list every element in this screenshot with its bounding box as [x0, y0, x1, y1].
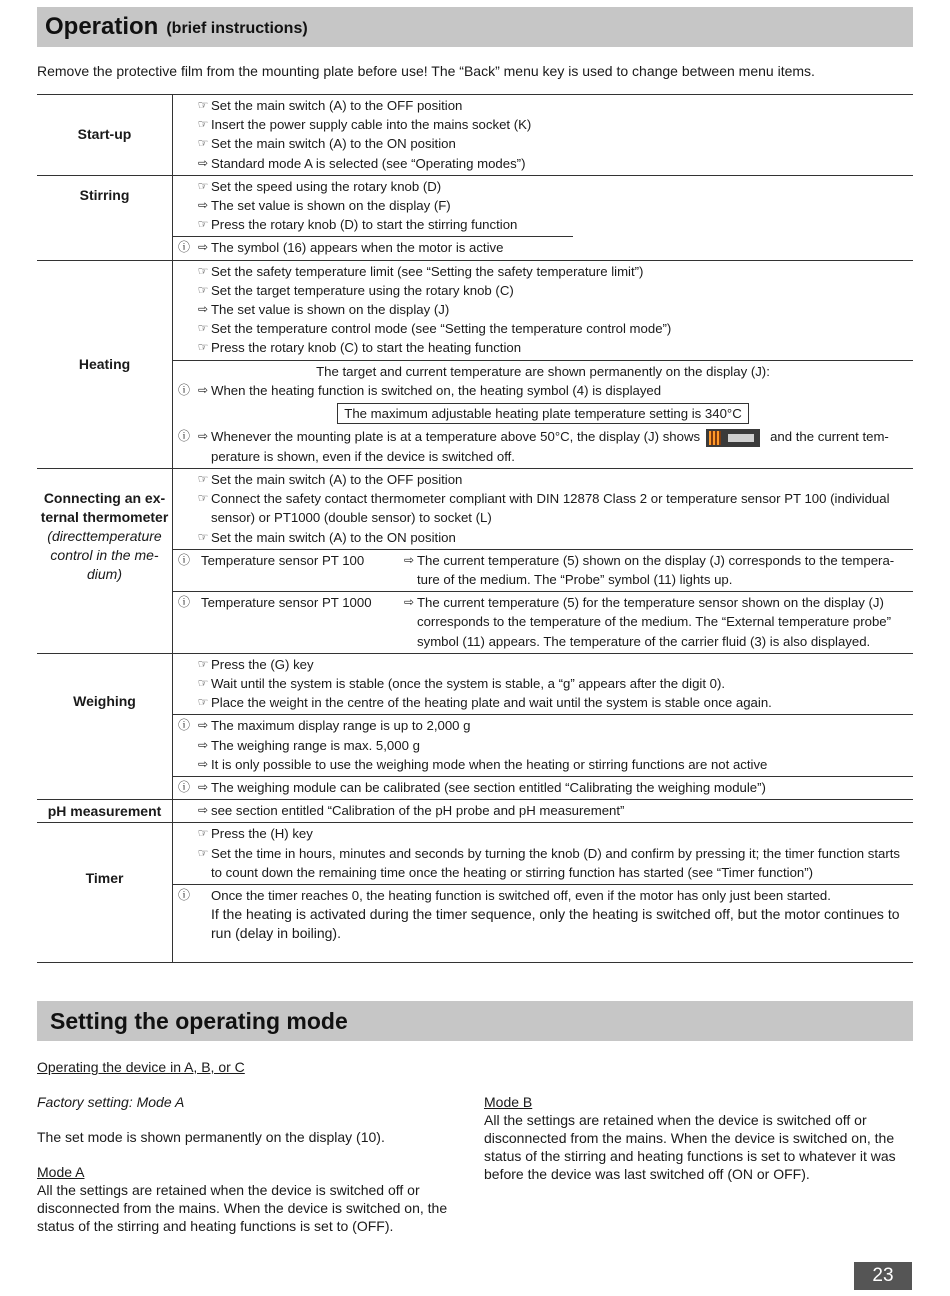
- arrow-right-icon: ⇨: [197, 198, 209, 213]
- list-item: ⇨ The set value is shown on the display (J): [173, 300, 913, 319]
- list-item: ☞ Connect the safety contact thermometer compliant with DIN 12878 Class 2 or temperature sensor PT 100 (individual sensor) or PT1000 (double sensor) to socket (L): [173, 489, 913, 527]
- hand-pointer-icon: ☞: [197, 217, 209, 232]
- list-item: ⇨ Standard mode A is selected (see “Operating modes”): [173, 154, 913, 173]
- intro-text: Remove the protective film from the mounting plate before use! The “Back” menu key is used to change between menu items.: [37, 63, 815, 79]
- mode-b-title: Mode B: [484, 1094, 533, 1110]
- sensor-row: ⓘ Temperature sensor PT 100 ⇨ The current temperature (5) shown on the display (J) corresponds to the tempera- ture of the medium. The “Probe” symbol (11) lights up.: [173, 551, 913, 589]
- max-temp-box: The maximum adjustable heating plate temperature setting is 340°C: [337, 403, 748, 424]
- hand-pointer-icon: ☞: [197, 136, 209, 151]
- arrow-right-icon: ⇨: [197, 737, 209, 752]
- list-item: ⇨ The weighing range is max. 5,000 g: [173, 736, 913, 755]
- section-timer: [37, 823, 913, 963]
- arrow-right-icon: ⇨: [197, 302, 209, 317]
- list-item: ⇨ The set value is shown on the display (F): [173, 196, 573, 215]
- label-heating: Heating: [37, 260, 173, 468]
- mode-left-column: [37, 1058, 457, 1235]
- info-icon: ⓘ: [177, 888, 190, 903]
- list-item: ⓘ ⇨ Whenever the mounting plate is at a temperature above 50°C, the display (J) shows and the current tem- perature is shown, even if the device is switched off.: [173, 427, 913, 466]
- list-item: ☞ Set the temperature control mode (see “Setting the temperature control mode”): [173, 319, 913, 338]
- mode-sub-heading: Operating the device in A, B, or C: [37, 1059, 245, 1075]
- list-item: ☞ Wait until the system is stable (once the system is stable, a “g” appears after the digit 0).: [173, 674, 913, 693]
- info-icon: ⓘ: [177, 595, 190, 610]
- list-item: ☞ Press the (G) key: [173, 655, 913, 674]
- list-item: ⓘ ⇨ The maximum display range is up to 2,000 g: [173, 716, 913, 735]
- label-timer: Timer: [37, 823, 173, 963]
- hand-pointer-icon: ☞: [197, 98, 209, 112]
- factory-setting: Factory setting: Mode A: [37, 1094, 185, 1110]
- set-mode-text: The set mode is shown permanently on the display (10).: [37, 1129, 385, 1145]
- list-item: ☞ Place the weight in the centre of the heating plate and wait until the system is stable once again.: [173, 693, 913, 712]
- arrow-right-icon: ⇨: [197, 155, 209, 170]
- arrow-right-icon: ⇨: [197, 382, 209, 397]
- arrow-right-icon: ⇨: [197, 803, 209, 818]
- operation-header-banner: [37, 7, 913, 47]
- label-weighing: Weighing: [37, 653, 173, 799]
- list-item: ☞ Set the speed using the rotary knob (D): [173, 177, 573, 196]
- list-item: ☞ Set the main switch (A) to the OFF position: [173, 470, 913, 489]
- list-item: ☞ Press the rotary knob (D) to start the stirring function: [173, 215, 573, 234]
- hand-pointer-icon: ☞: [197, 529, 209, 544]
- hand-pointer-icon: ☞: [197, 845, 209, 860]
- hand-pointer-icon: ☞: [197, 178, 209, 193]
- section-title: Setting the operating mode: [50, 1007, 348, 1034]
- arrow-right-icon: ⇨: [197, 780, 209, 795]
- list-item: ⓘ ⇨ The symbol (16) appears when the motor is active: [173, 238, 573, 257]
- info-icon: ⓘ: [177, 718, 190, 733]
- heating-display-note: The target and current temperature are shown permanently on the display (J):: [316, 363, 770, 379]
- mode-right-column: [484, 1093, 910, 1183]
- arrow-right-icon: ⇨: [197, 429, 209, 444]
- list-item: ☞ Set the safety temperature limit (see “Setting the safety temperature limit”): [173, 262, 913, 281]
- sensor-row: ⓘ Temperature sensor PT 1000 ⇨ The current temperature (5) for the temperature sensor shown on the display (J) corresponds to the temperature of the medium. The “External temperature probe” symbol (11) appears. The temperature of the carrier fluid (3) is also displayed.: [173, 593, 913, 651]
- mode-b-text: All the settings are retained when the device is switched off or disconnected from the mains. When the device is switched on, the status of the stirring and heating functions is set to whatever it was before the device was last switched off (ON or OFF).: [484, 1112, 896, 1182]
- info-icon: ⓘ: [177, 382, 190, 397]
- hand-pointer-icon: ☞: [197, 117, 209, 132]
- list-item: ☞ Set the main switch (A) to the OFF position: [173, 96, 913, 115]
- list-item: ☞ Set the time in hours, minutes and seconds by turning the knob (D) and confirm by pressing it; the timer function starts to count down the remaining time once the heating or stirring function has started (see “Timer function”): [173, 844, 913, 882]
- hand-pointer-icon: ☞: [197, 676, 209, 690]
- hand-pointer-icon: ☞: [197, 471, 209, 486]
- list-item: If the heating is activated during the timer sequence, only the heating is switched off, but the motor continues to run (delay in boiling).: [211, 906, 900, 942]
- list-item: ☞ Insert the power supply cable into the mains socket (K): [173, 115, 913, 134]
- arrow-right-icon: ⇨: [197, 240, 209, 255]
- hand-pointer-icon: ☞: [197, 282, 209, 297]
- info-icon: ⓘ: [177, 780, 190, 795]
- list-item: ☞ Press the (H) key: [173, 824, 913, 843]
- arrow-right-icon: ⇨: [403, 595, 415, 610]
- section-stirring: [37, 175, 913, 260]
- list-item: ⓘ ⇨ When the heating function is switched on, the heating symbol (4) is displayed: [173, 381, 913, 400]
- operating-mode-banner: [37, 1001, 913, 1041]
- arrow-right-icon: ⇨: [197, 718, 209, 733]
- list-item: ⓘ ⇨ The weighing module can be calibrated (see section entitled “Calibrating the weighing module”): [173, 778, 913, 797]
- label-stirring: Stirring: [37, 175, 173, 260]
- info-icon: ⓘ: [177, 429, 190, 444]
- list-item: ⓘ Once the timer reaches 0, the heating function is switched off, even if the motor has only just been started.: [173, 886, 913, 905]
- section-ph-measurement: [37, 800, 913, 823]
- arrow-right-icon: ⇨: [403, 552, 415, 567]
- section-startup: [37, 95, 913, 176]
- list-item: ☞ Set the target temperature using the rotary knob (C): [173, 281, 913, 300]
- hand-pointer-icon: ☞: [197, 695, 209, 710]
- list-item: ☞ Set the main switch (A) to the ON position: [173, 528, 913, 547]
- list-item: ⇨ It is only possible to use the weighing mode when the heating or stirring functions are not active: [173, 755, 913, 774]
- list-item: ⇨ see section entitled “Calibration of the pH probe and pH measurement”: [173, 801, 913, 820]
- list-item: ☞ Set the main switch (A) to the ON position: [173, 134, 913, 153]
- operation-table: [37, 94, 913, 963]
- arrow-right-icon: ⇨: [197, 756, 209, 771]
- hand-pointer-icon: ☞: [197, 340, 209, 355]
- hand-pointer-icon: ☞: [197, 321, 209, 336]
- section-external-thermometer: [37, 468, 913, 653]
- hand-pointer-icon: ☞: [197, 656, 209, 671]
- mode-a-text: All the settings are retained when the device is switched off or disconnected from the mains. When the device is switched on, the status of the stirring and heating functions is set to (OFF).: [37, 1182, 448, 1234]
- page-subtitle: (brief instructions): [166, 20, 308, 37]
- info-icon: ⓘ: [177, 552, 190, 567]
- section-heating: [37, 260, 913, 468]
- hand-pointer-icon: ☞: [197, 491, 209, 506]
- list-item: ☞ Press the rotary knob (C) to start the heating function: [173, 338, 913, 357]
- hot-plate-display-image: [706, 429, 760, 447]
- mode-a-title: Mode A: [37, 1164, 85, 1180]
- label-ph-measurement: pH measurement: [37, 800, 173, 823]
- info-icon: ⓘ: [177, 240, 190, 255]
- page-number: 23: [854, 1262, 912, 1290]
- hand-pointer-icon: ☞: [197, 263, 209, 278]
- section-weighing: [37, 653, 913, 799]
- label-startup: Start-up: [37, 95, 173, 176]
- hand-pointer-icon: ☞: [197, 826, 209, 841]
- label-external-thermometer: Connecting an ex- ternal thermometer (directtemperature control in the me- dium): [37, 468, 173, 653]
- page-title: Operation: [45, 13, 159, 40]
